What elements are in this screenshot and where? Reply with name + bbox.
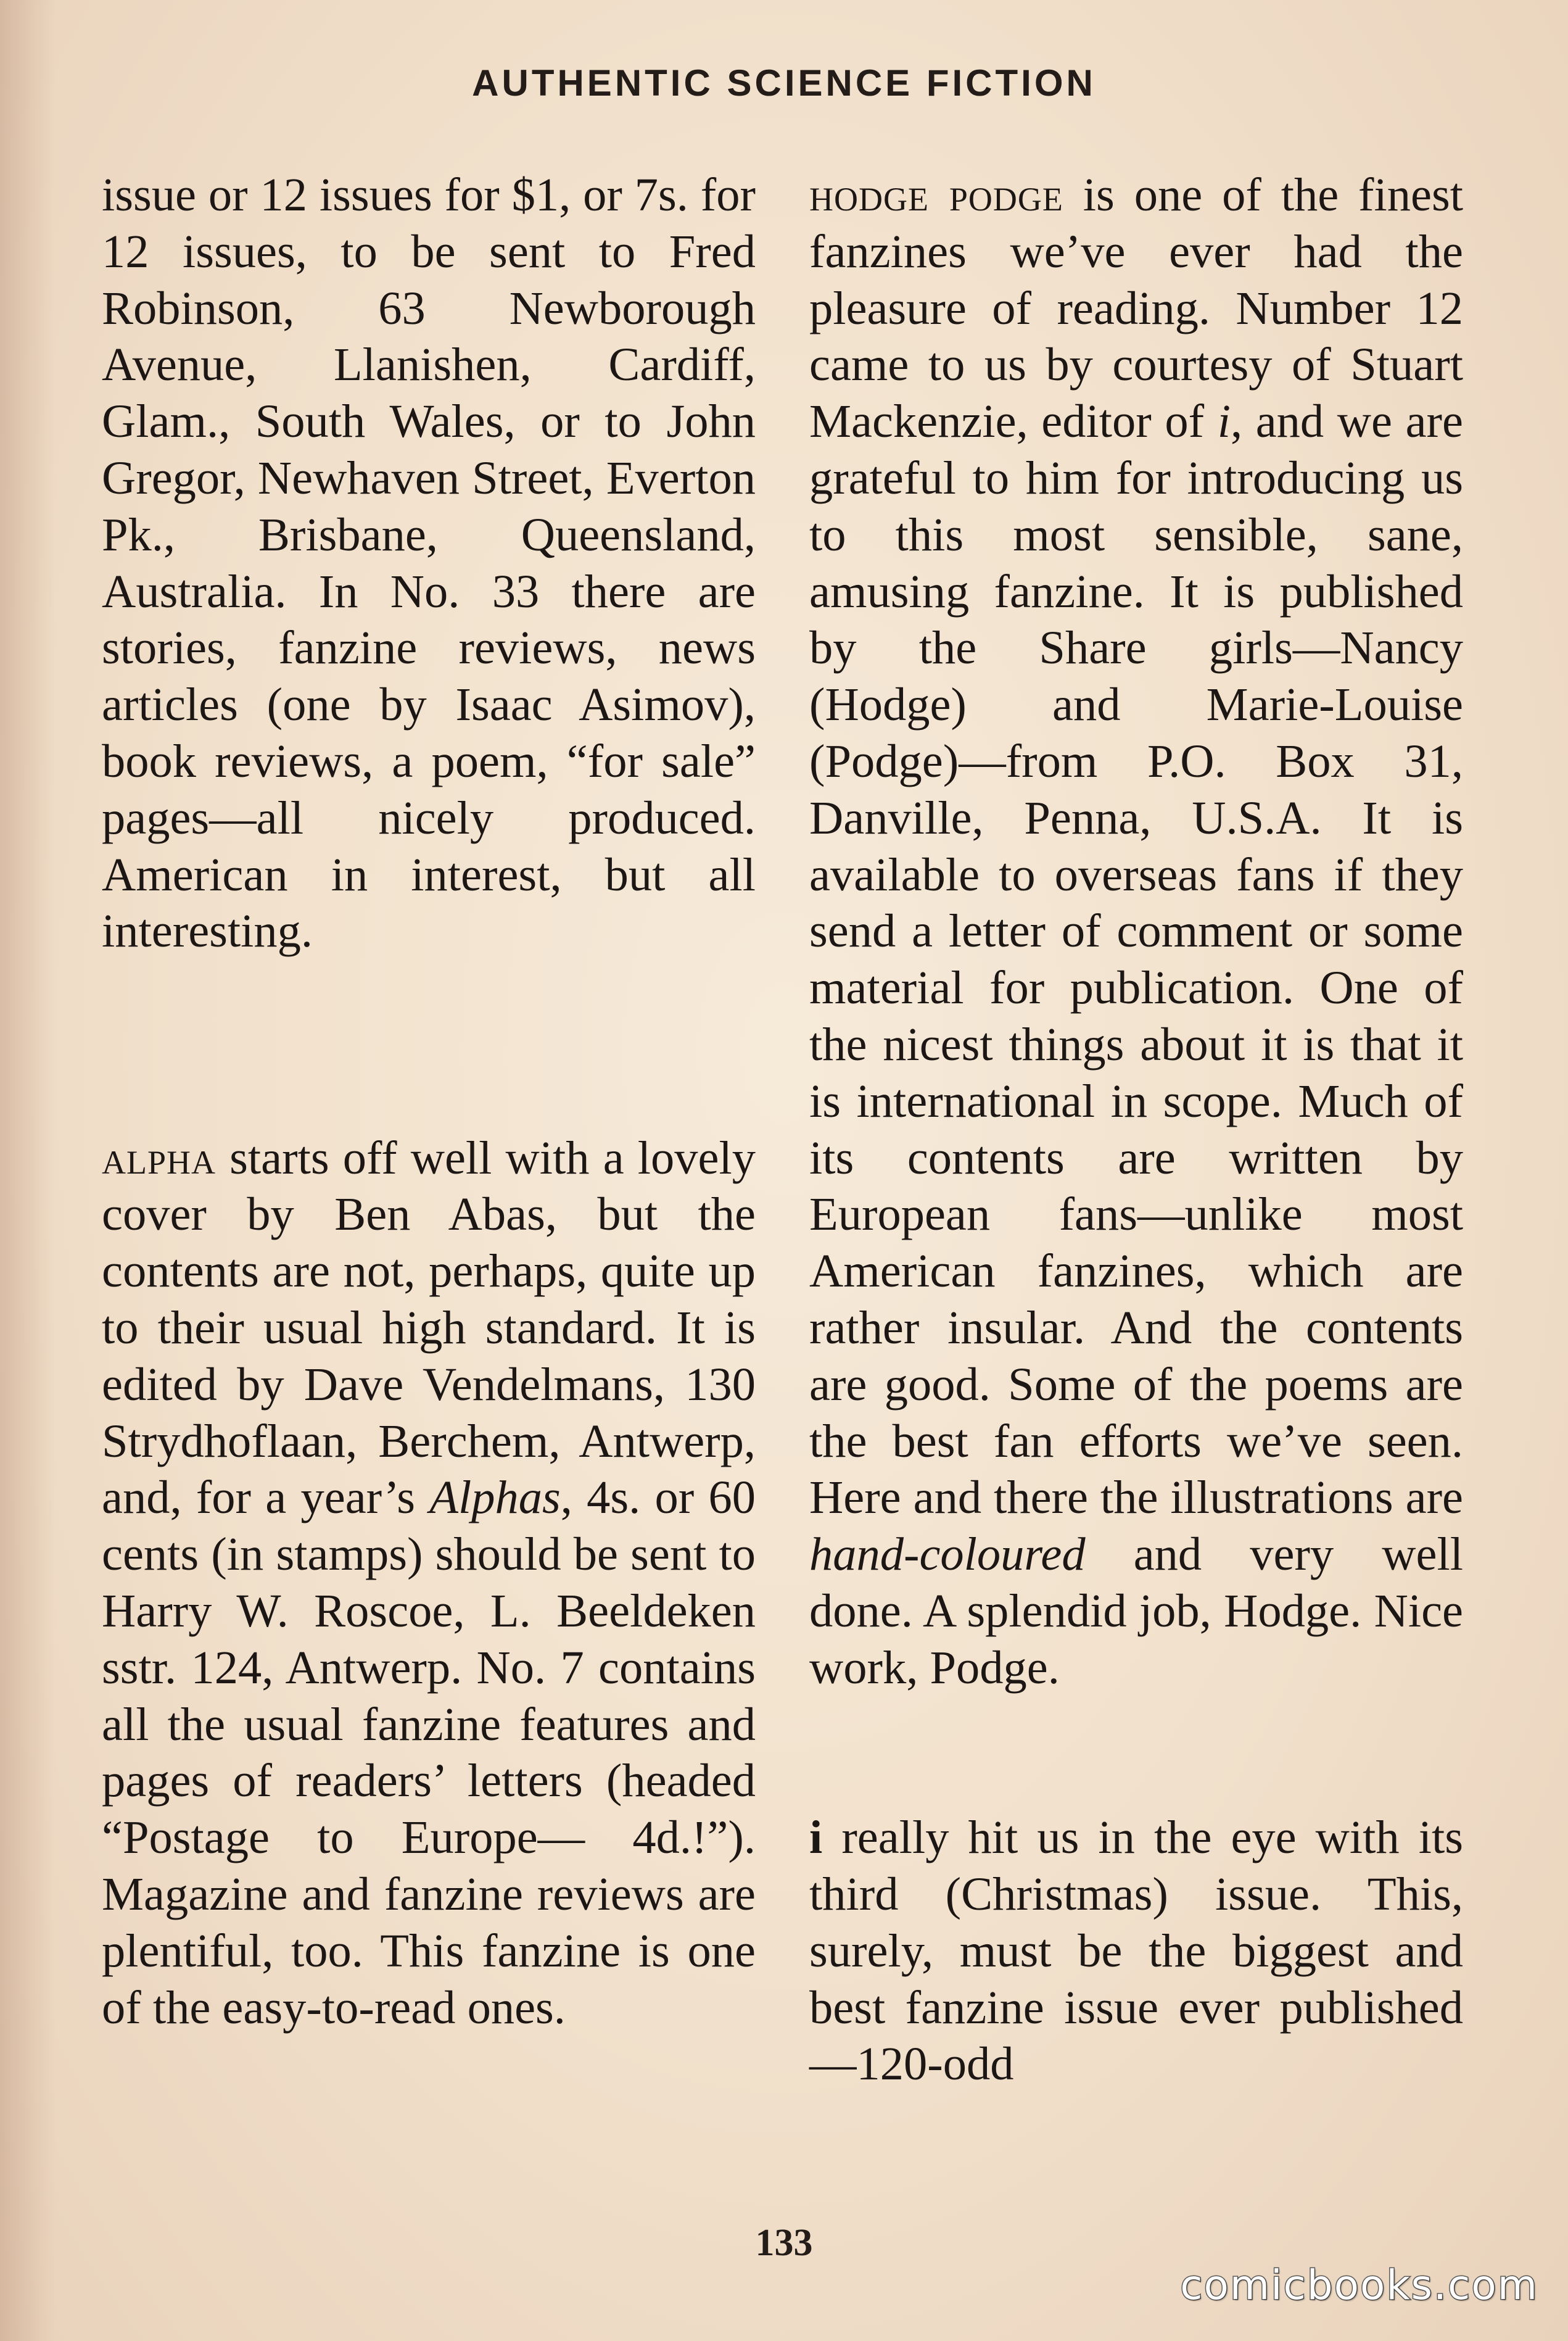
- fanzine-name-hodge-podge: hodge podge: [809, 168, 1063, 221]
- left-paragraph-continued: issue or 12 issues for $1, or 7s. for 12 issues, to be sent to Fred Robinson, 63 Newborough Avenue, Llanishen, Cardiff, Glam., South Wales, or to John Gregor, Newhaven Street, Everton Pk., Brisbane, Queensland, Australia. In No. 33 there are stories, fanzine reviews, news articles (one by Isaac Asimov), book reviews, a poem, “for sale” pages—all nicely produced. American in interest, but all interesting.: [102, 168, 756, 958]
- watermark: comicbooks.com: [1180, 2261, 1538, 2309]
- right-paragraph-hodge-podge: [809, 167, 1463, 1696]
- alpha-italic-title: Alphas: [429, 1471, 561, 1524]
- right-column: [809, 167, 1463, 2092]
- hodge-text-part2: , and we are grateful to him for introducing us to this most sensible, sane, amusing fanzine. It is published by the Share girls—Nancy (Hodge) and Marie-Louise (Podge)—from P.O. Box 31, Danville, Penna, U.S.A. It is available to overseas fans if they send a letter of comment or some material for publication. One of the nicest things about it is that it is international in scope. Much of its contents are written by European fans—unlike most American fanzines, which are rather insular. And the contents are good. Some of the poems are the best fan efforts we’ve seen. Here and there the illustrations are: [809, 395, 1463, 1524]
- left-paragraph-alpha: [102, 1130, 756, 2036]
- left-column: [102, 167, 756, 2036]
- fanzine-name-i: i: [809, 1811, 823, 1864]
- page-spine-shadow: [0, 0, 56, 2341]
- alpha-text-part2: , 4s. or 60 cents (in stamps) should be sent to Harry W. Roscoe, L. Beeldeken sstr. 124, Antwerp. No. 7 contains all the usual fanzine features and pages of readers’ letters (headed “Postage to Europe— 4d.!”). Magazine and fanzine reviews are plentiful, too. This fanzine is one of the easy-to-read ones.: [102, 1471, 756, 2034]
- i-text: really hit us in the eye with its third (Christmas) issue. This, surely, must be the biggest and best fanzine issue ever published—120-odd: [809, 1811, 1463, 2090]
- running-head: AUTHENTIC SCIENCE FICTION: [472, 62, 1096, 104]
- hodge-italic-hand-coloured: hand-coloured: [809, 1528, 1086, 1581]
- alpha-text-part1: starts off well with a lovely cover by Ben Abas, but the contents are not, perhaps, quite up to their usual high standard. It is edited by Dave Vendelmans, 130 Strydhoflaan, Berchem, Antwerp, and, for a year’s: [102, 1131, 756, 1524]
- page-number: 133: [755, 2222, 813, 2264]
- right-paragraph-i: [809, 1809, 1463, 2092]
- hodge-text-part1: is one of the finest fanzines we’ve ever had the pleasure of reading. Number 12 came to us by courtesy of Stuart Mackenzie, editor of: [809, 168, 1464, 448]
- hodge-italic-i: i: [1217, 395, 1231, 448]
- hodge-text-part3: and very well done. A splendid job, Hodge. Nice work, Podge.: [809, 1528, 1463, 1694]
- fanzine-name-alpha: alpha: [102, 1131, 217, 1184]
